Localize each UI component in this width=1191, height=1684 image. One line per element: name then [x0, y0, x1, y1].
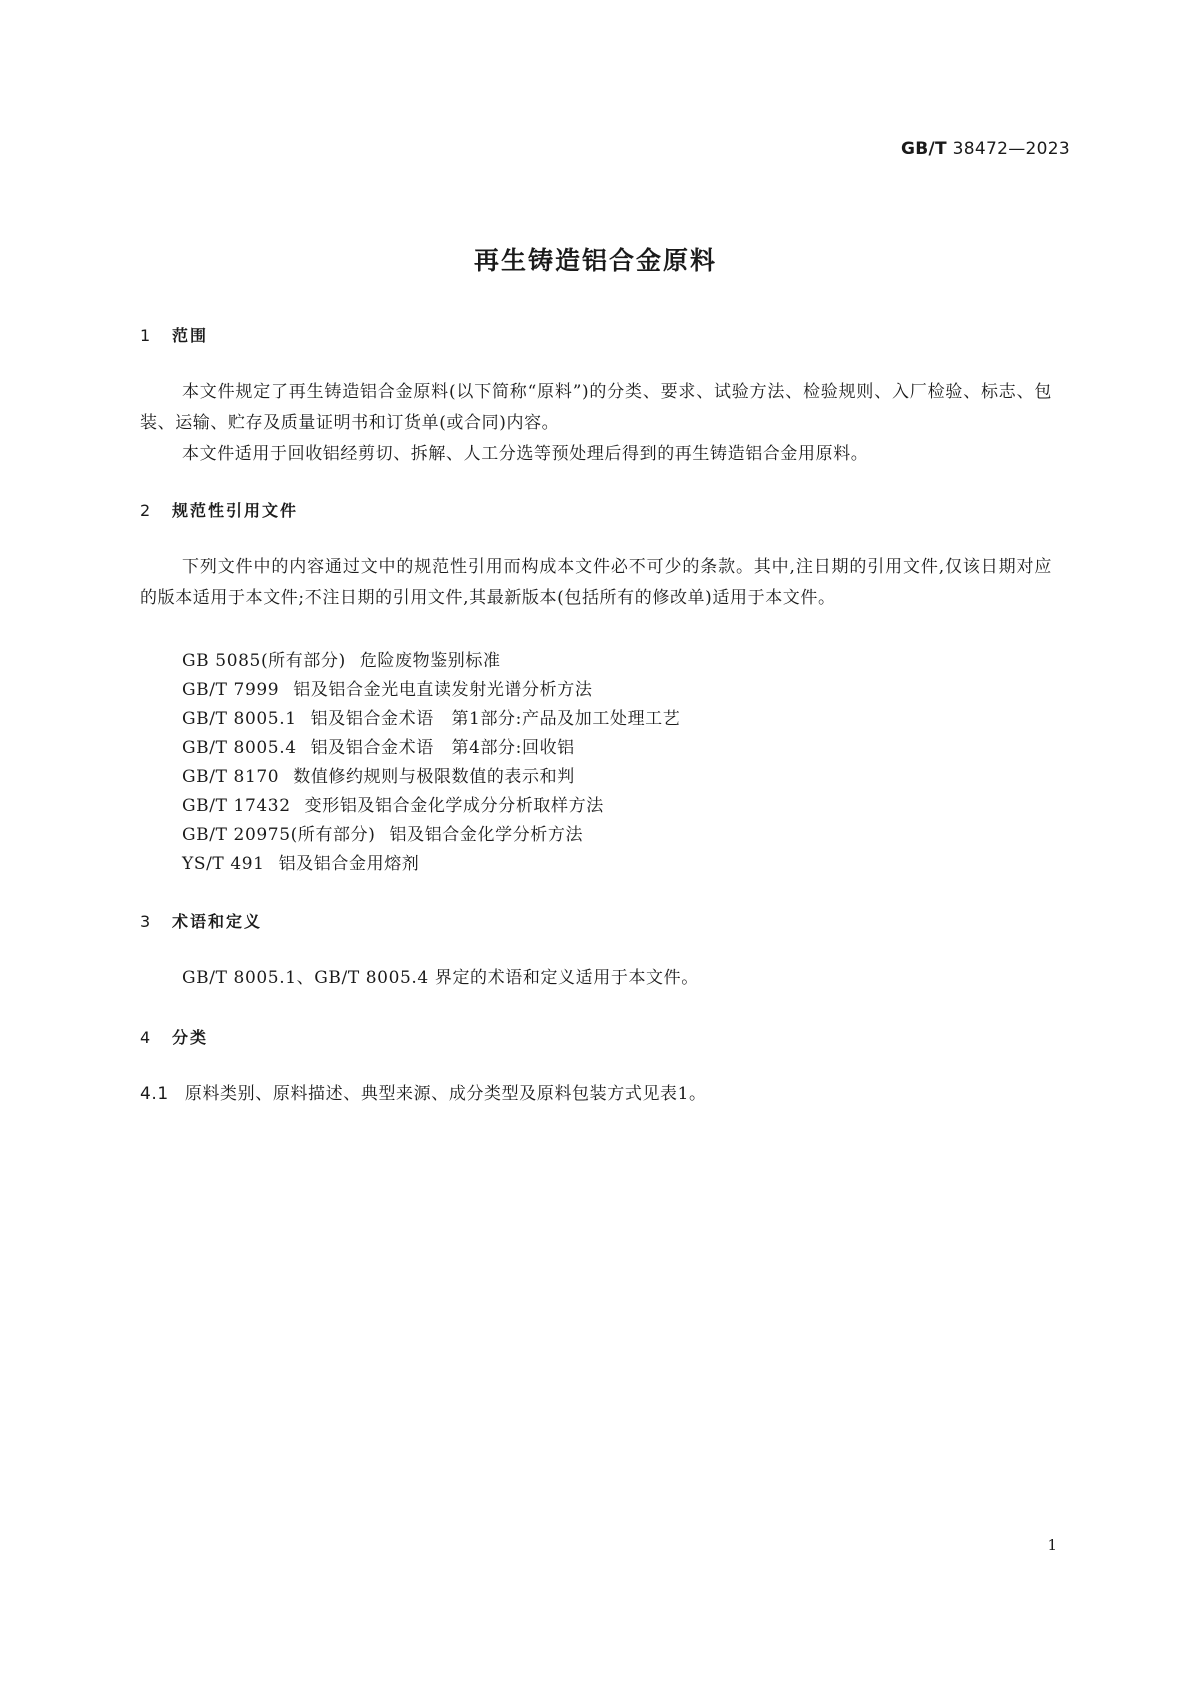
reference-item: [182, 762, 575, 787]
subclause-text: 原料类别、原料描述、典型来源、成分类型及原料包装方式见表1。: [184, 1084, 707, 1104]
section-title: 规范性引用文件: [172, 501, 299, 520]
section-number: 2: [140, 501, 152, 520]
section-title: 术语和定义: [172, 912, 263, 931]
reference-item: [182, 646, 501, 671]
document-code-prefix: GB/T: [901, 139, 947, 159]
reference-title: 铝及铝合金术语 第4部分:回收铝: [310, 738, 575, 758]
reference-code: GB/T 20975(所有部分): [182, 825, 376, 845]
document-code-number: 38472—2023: [952, 139, 1070, 159]
subclause-4-1: [140, 1079, 707, 1104]
reference-title: 铝及铝合金用熔剂: [278, 854, 420, 874]
reference-item: [182, 704, 680, 729]
document-title: 再生铸造铝合金原料: [473, 246, 717, 275]
reference-item: [182, 675, 592, 700]
section-2-paragraph-1: 下列文件中的内容通过文中的规范性引用而构成本文件必不可少的条款。其中,注日期的引用文件,仅该日期对应的版本适用于本文件;不注日期的引用文件,其最新版本(包括所有的修改单)适用于本文件。: [140, 557, 1052, 608]
section-4-heading: [140, 1025, 208, 1048]
subclause-number: 4.1: [140, 1084, 169, 1104]
section-number: 3: [140, 912, 152, 931]
reference-code: GB/T 8005.4: [182, 738, 297, 758]
section-number: 4: [140, 1028, 152, 1047]
section-title: 范围: [172, 326, 209, 345]
reference-title: 危险废物鉴别标准: [359, 651, 501, 671]
reference-item: [182, 820, 583, 845]
reference-code: GB/T 8170: [182, 767, 280, 787]
reference-title: 变形铝及铝合金化学成分分析取样方法: [304, 796, 604, 816]
section-3-paragraph-1: GB/T 8005.1、GB/T 8005.4 界定的术语和定义适用于本文件。: [182, 968, 699, 988]
section-2-heading: [140, 498, 298, 521]
page-number: 1: [1047, 1536, 1057, 1554]
reference-item: [182, 733, 575, 758]
reference-code: GB/T 8005.1: [182, 709, 297, 729]
reference-title: 数值修约规则与极限数值的表示和判: [293, 767, 575, 787]
reference-title: 铝及铝合金化学分析方法: [389, 825, 584, 845]
section-1-paragraph-2: 本文件适用于回收铝经剪切、拆解、人工分选等预处理后得到的再生铸造铝合金用原料。: [182, 444, 869, 464]
reference-item: [182, 849, 419, 874]
reference-code: GB 5085(所有部分): [182, 651, 346, 671]
reference-code: GB/T 7999: [182, 680, 280, 700]
section-title: 分类: [172, 1028, 209, 1047]
reference-title: 铝及铝合金术语 第1部分:产品及加工处理工艺: [310, 709, 681, 729]
section-1-heading: [140, 323, 208, 346]
document-code: [901, 139, 1070, 159]
reference-code: GB/T 17432: [182, 796, 291, 816]
reference-item: [182, 791, 604, 816]
section-number: 1: [140, 326, 152, 345]
section-3-heading: [140, 909, 262, 932]
section-1-paragraph-1: 本文件规定了再生铸造铝合金原料(以下简称“原料”)的分类、要求、试验方法、检验规则、入厂检验、标志、包装、运输、贮存及质量证明书和订货单(或合同)内容。: [140, 382, 1052, 433]
reference-code: YS/T 491: [182, 854, 265, 874]
reference-title: 铝及铝合金光电直读发射光谱分析方法: [293, 680, 593, 700]
